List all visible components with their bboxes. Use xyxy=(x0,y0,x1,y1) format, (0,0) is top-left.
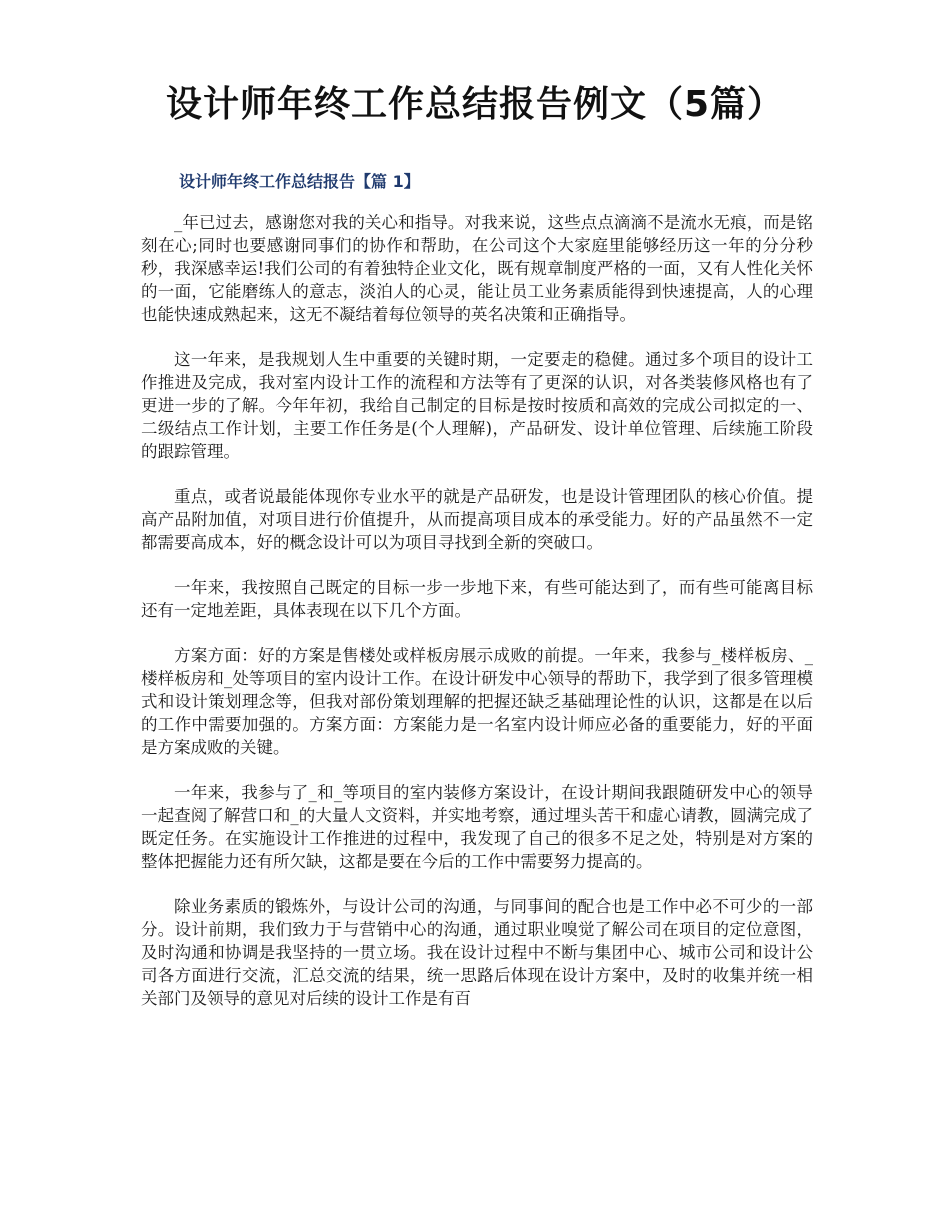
paragraph-5: 方案方面：好的方案是售楼处或样板房展示成败的前提。一年来，我参与_楼样板房、_楼样板房和_处等项目的室内设计工作。在设计研发中心领导的帮助下，我学到了很多管理模式和设计策划理念等，但我对部份策划理解的把握还缺乏基础理论性的认识，这都是在以后的工作中需要加强的。方案方面：方案能力是一名室内设计师应必备的重要能力，好的平面是方案成败的关键。 xyxy=(141,646,813,757)
paragraph-7: 除业务素质的锻炼外，与设计公司的沟通，与同事间的配合也是工作中必不可少的一部分。设计前期，我们致力于与营销中心的沟通，通过职业嗅觉了解公司在项目的定位意图，及时沟通和协调是我坚持的一贯立场。我在设计过程中不断与集团中心、城市公司和设计公司各方面进行交流，汇总交流的结果，统一思路后体现在设计方案中，及时的收集并统一相关部门及领导的意见对后续的设计工作是有百 xyxy=(141,897,813,1008)
paragraph-1: _年已过去，感谢您对我的关心和指导。对我来说，这些点点滴滴不是流水无痕，而是铭刻在心;同时也要感谢同事们的协作和帮助，在公司这个大家庭里能够经历这一年的分分秒秒，我深感幸运!我们公司的有着独特企业文化，既有规章制度严格的一面，又有人性化关怀的一面，它能磨练人的意志，淡泊人的心灵，能让员工业务素质能得到快速提高，人的心理也能快速成熟起来，这无不凝结着每位领导的英名决策和正确指导。 xyxy=(141,213,813,324)
paragraph-4: 一年来，我按照自己既定的目标一步一步地下来，有些可能达到了，而有些可能离目标还有一定地差距，具体表现在以下几个方面。 xyxy=(141,578,813,620)
section-heading: 设计师年终工作总结报告【篇 1】 xyxy=(179,172,420,191)
paragraph-2: 这一年来，是我规划人生中重要的关键时期，一定要走的稳健。通过多个项目的设计工作推进及完成，我对室内设计工作的流程和方法等有了更深的认识，对各类装修风格也有了更进一步的了解。今年年初，我给自己制定的目标是按时按质和高效的完成公司拟定的一、二级结点工作计划，主要工作任务是(个人理解)，产品研发、设计单位管理、后续施工阶段的跟踪管理。 xyxy=(141,350,813,461)
paragraph-3: 重点，或者说最能体现你专业水平的就是产品研发，也是设计管理团队的核心价值。提高产品附加值，对项目进行价值提升，从而提高项目成本的承受能力。好的产品虽然不一定都需要高成本，好的概念设计可以为项目寻找到全新的突破口。 xyxy=(141,487,813,552)
document-title: 设计师年终工作总结报告例文（5篇） xyxy=(165,84,785,125)
paragraph-6: 一年来，我参与了_和_等项目的室内装修方案设计，在设计期间我跟随研发中心的领导一起查阅了解营口和_的大量人文资料，并实地考察，通过埋头苦干和虚心请教，圆满完成了既定任务。在实施设计工作推进的过程中，我发现了自己的很多不足之处，特别是对方案的整体把握能力还有所欠缺，这都是要在今后的工作中需要努力提高的。 xyxy=(141,783,813,871)
body-text xyxy=(141,211,813,1032)
